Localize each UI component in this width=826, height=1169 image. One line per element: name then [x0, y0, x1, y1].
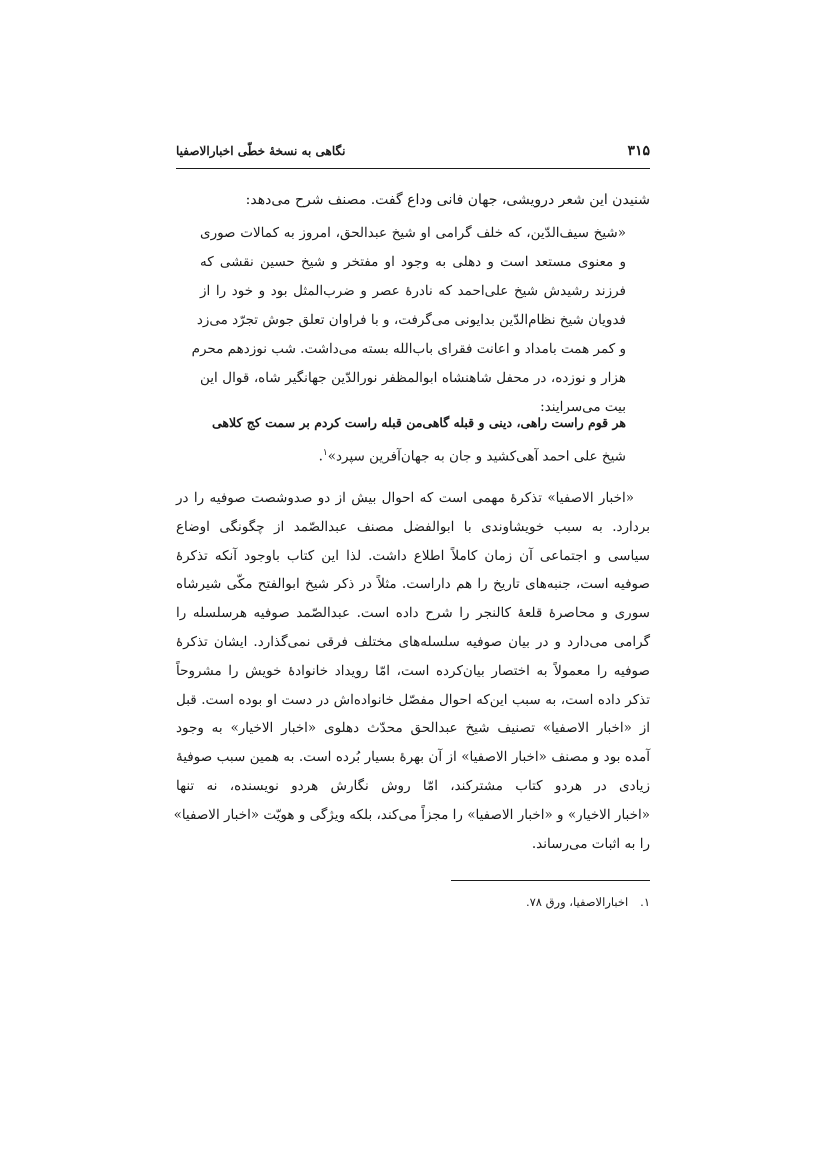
paragraph-line: تذکر داده است، به سبب این‌که احوال مفصّل خانواده‌اش در دست او بوده است. قبل	[176, 691, 650, 708]
verse-hemistich-2: من قبله راست کردم بر سمت کج کلاهی	[212, 415, 423, 430]
quote-line: فدویان شیخ نظام‌الدّین بدایونی می‌گرفت، و با فراوان تعلق جوش تجرّد می‌زد	[196, 312, 626, 328]
paragraph-line: زیادی در هردو کتاب مشترکند، امّا روش نگارش هردو نویسنده، نه تنها	[176, 777, 650, 794]
footnote	[420, 895, 650, 909]
header-rule	[176, 168, 650, 169]
page-header	[176, 143, 650, 163]
paragraph-line: را به اثبات می‌رساند.	[531, 835, 650, 852]
quote-line: «شیخ سیف‌الدّین، که خلف گرامی او شیخ عبدالحق، امروز به کمالات صوری	[200, 225, 626, 241]
running-title: نگاهی به نسخهٔ خطّی اخبارالاصفیا	[176, 144, 346, 158]
footnote-reference[interactable]: ۱	[322, 448, 328, 458]
paragraph-line: «اخبار الاصفیا» تذکرهٔ مهمی است که احوال بیش از دو صدوشصت صوفیه را در	[176, 490, 634, 506]
paragraph-line: صوفیه را معمولاً به اختصار بیان‌کرده است، امّا رویداد خانوادهٔ خویش را مشروحاً	[176, 662, 650, 679]
page-number: ۳۱۵	[627, 143, 650, 159]
paragraph-line: گرامی می‌دارد و در بیان صوفیه سلسله‌های مختلف فرقی نمی‌گذارد. ایشان تذکرهٔ	[176, 633, 650, 650]
footnote-text: اخبارالاصفیا، ورق ۷۸.	[525, 895, 629, 909]
paragraph-line: آمده بود و مصنف «اخبار الاصفیا» از آن بهرهٔ بسیار بُرده است. به همین سبب صوفیهٔ	[176, 749, 650, 766]
paragraph-line: صوفیه است، جنبه‌های تاریخ را هم داراست. مثلاً در ذکر شیخ ابوالفتح مکّی شیرشاه	[176, 576, 650, 593]
quote-block	[191, 219, 626, 422]
verse-hemistich-1: هر قوم راست راهی، دینی و قبله گاهی	[422, 415, 626, 430]
verse-couplet	[200, 411, 626, 437]
body-paragraph	[173, 484, 650, 858]
footnote-number: ۱.	[640, 895, 650, 909]
quote-line: بیت می‌سرایند:	[540, 399, 626, 415]
paragraph-line: بردارد. به سبب خویشاوندی با ابوالفضل مصنف عبدالصّمد از چگونگی اوضاع	[176, 518, 650, 535]
paragraph-line: «اخبار الاخیار» و «اخبار الاصفیا» را مجزاً می‌کند، بلکه ویژگی و هویّت «اخبار الاصفیا»	[173, 806, 650, 823]
quote-closing-text: شیخ علی احمد آهی‌کشید و جان به جهان‌آفرین سپرد»	[327, 448, 626, 465]
quote-line: و معنوی مستعد است و دهلی به وجود او مفتخر و شیخ حسین نقشی که	[200, 254, 626, 270]
paragraph-line: سیاسی و اجتماعی آن زمان کاملاً اطلاع داشت. لذا این کتاب باوجود آنکه تذکرهٔ	[176, 547, 650, 564]
paragraph-line: از «اخبار الاصفیا» تصنیف شیخ عبدالحق محدّث دهلوی «اخبار الاخیار» به وجود	[176, 720, 650, 737]
quote-closing	[200, 440, 626, 470]
intro-line: شنیدن این شعر درویشی، جهان فانی وداع گفت. مصنف شرح می‌دهد:	[245, 192, 650, 208]
quote-closing-period: .	[318, 448, 323, 465]
footnote-rule	[451, 880, 650, 881]
paragraph-line: سوری و محاصرهٔ قلعهٔ کالنجر را شرح داده است. عبدالصّمد صوفیه هرسلسله را	[176, 605, 650, 622]
quote-line: و کمر همت بامداد و اعانت فقرای باب‌الله بسته می‌داشت. شب نوزدهم محرم	[191, 341, 626, 357]
quote-line: فرزند رشیدش شیخ علی‌احمد که نادرهٔ عصر و ضرب‌المثل بود و خود را از	[200, 283, 626, 299]
quote-line: هزار و نوزده، در محفل شاهنشاه ابوالمظفر نورالدّین جهانگیر شاه، قوال این	[200, 370, 626, 386]
